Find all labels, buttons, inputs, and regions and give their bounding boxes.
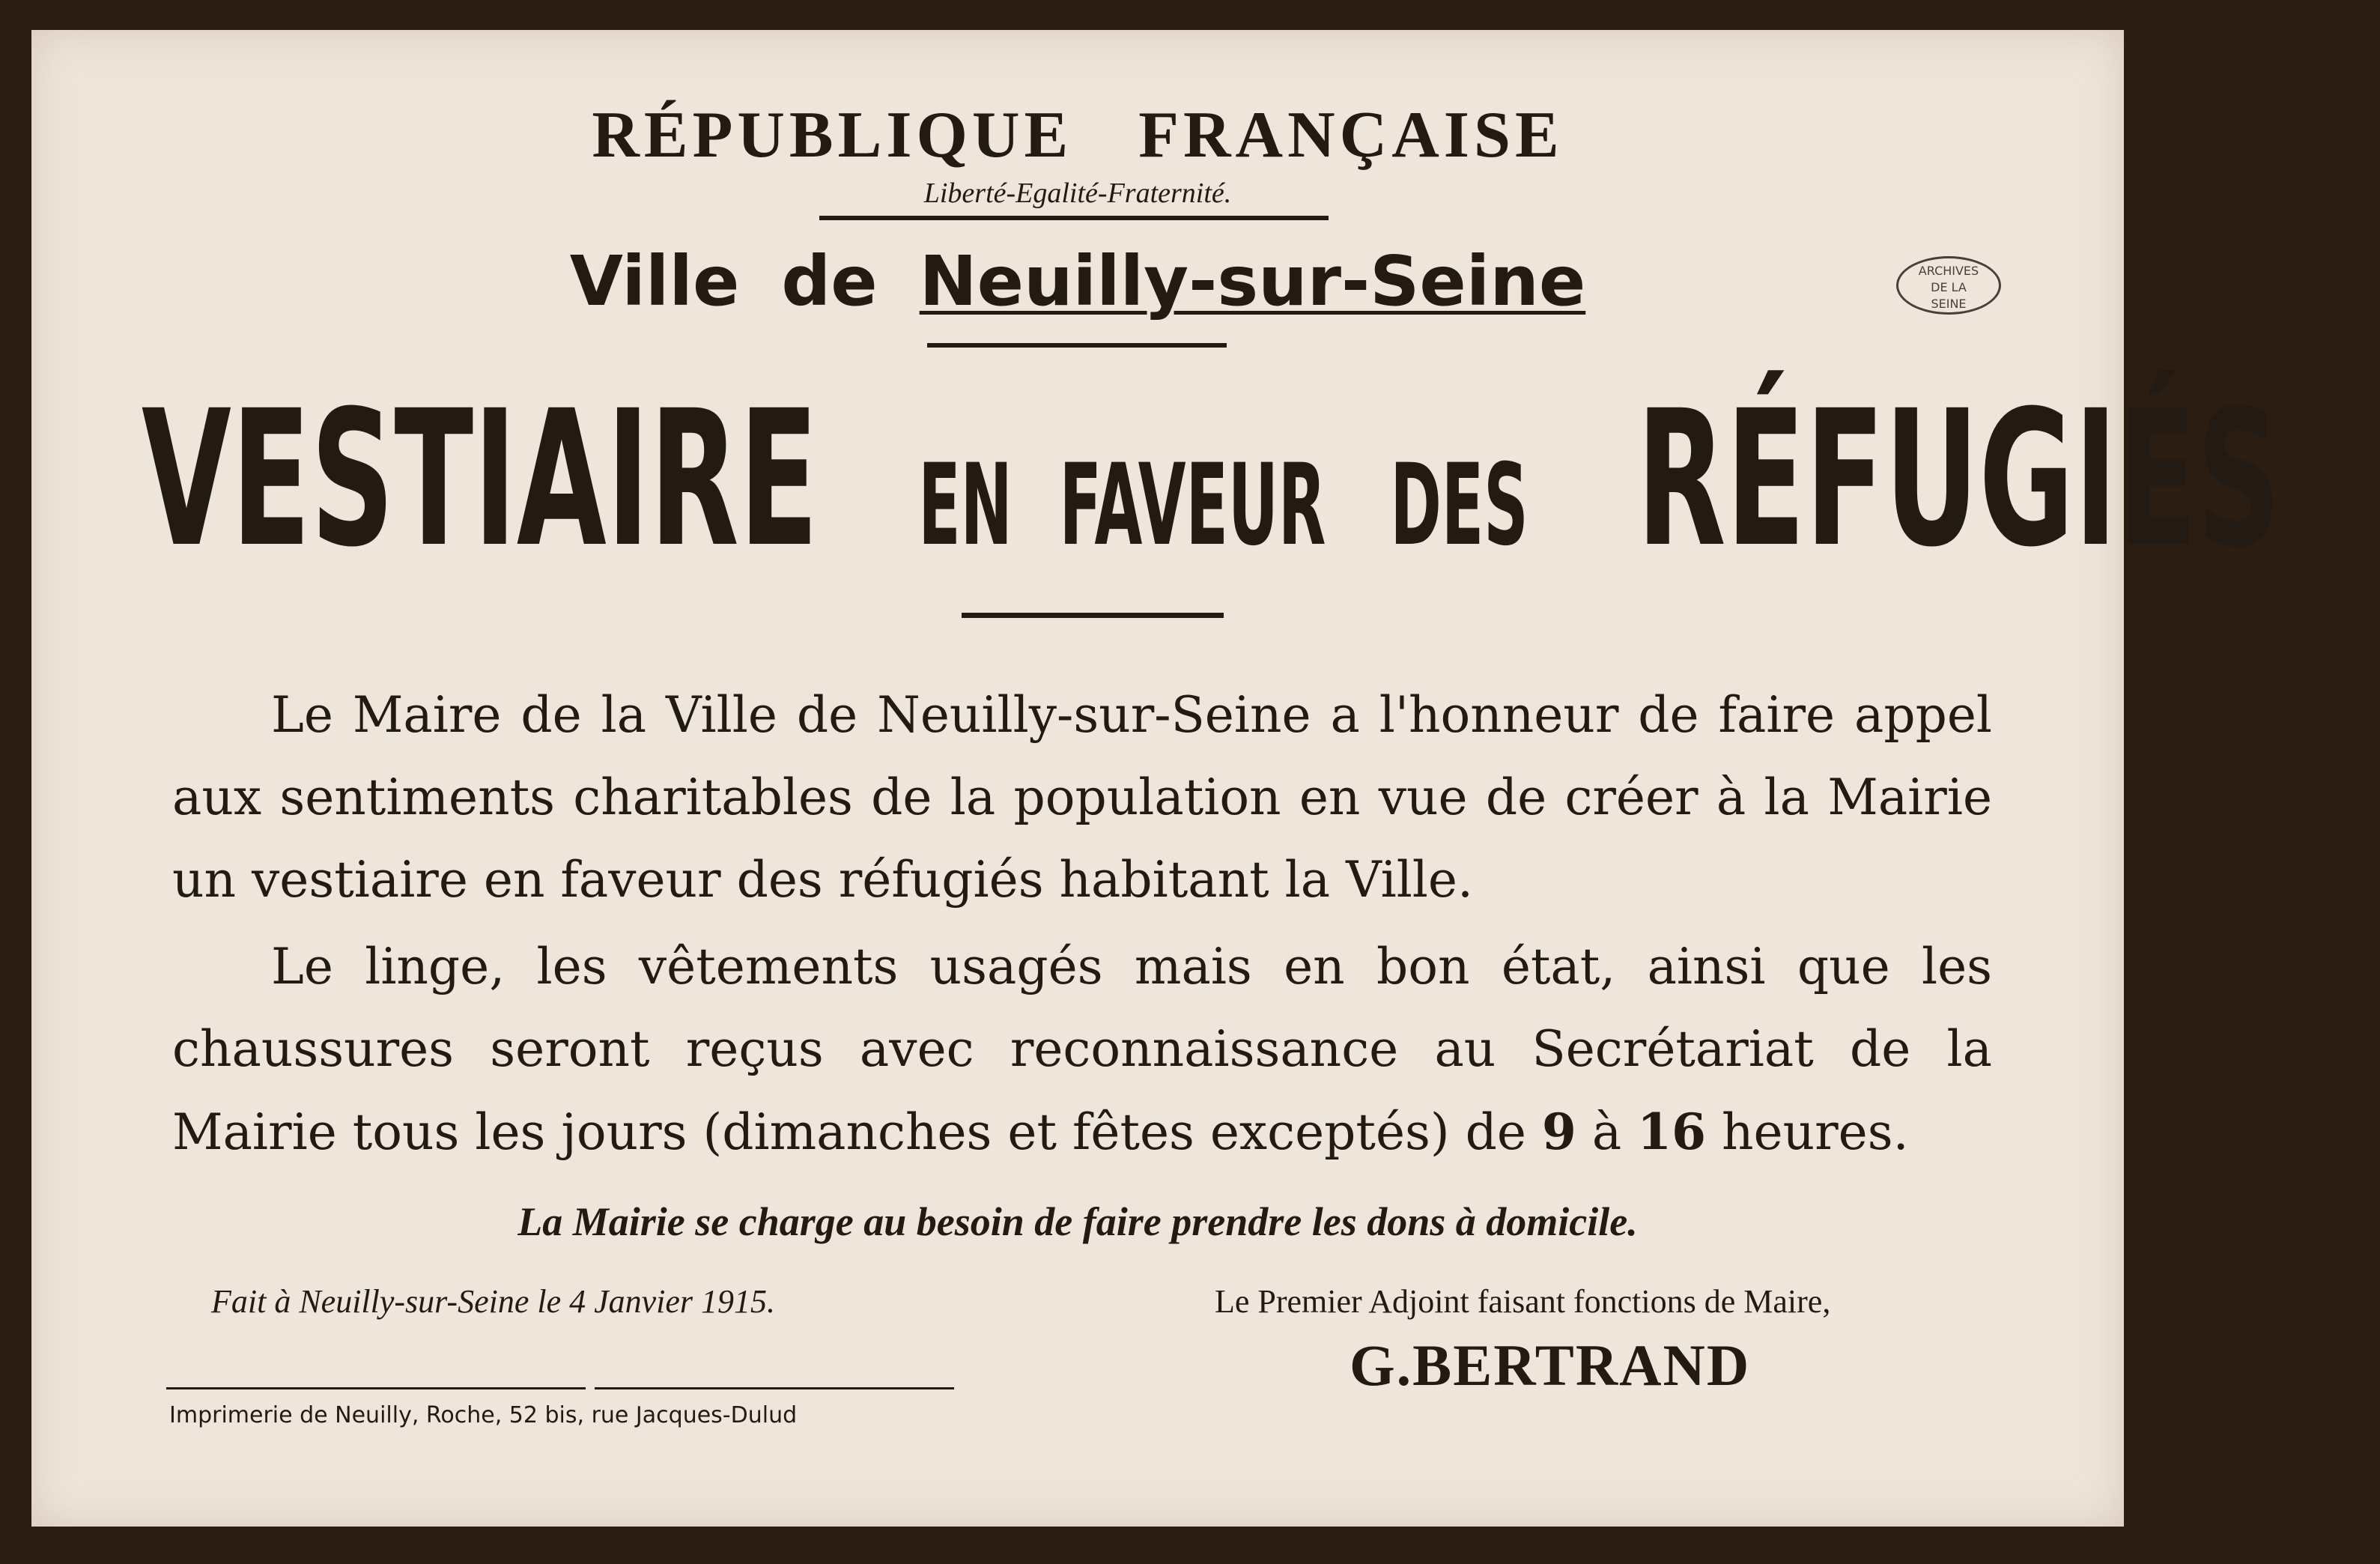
hours-text-mid: à: [1591, 1103, 1622, 1161]
divider-top: [819, 216, 1329, 220]
paragraph-collection: [172, 926, 1992, 1174]
devise: Liberté-Egalité-Fraternité.: [923, 178, 1232, 209]
headline-faveur: FAVEUR: [1059, 440, 1326, 571]
printer-credit: Imprimerie de Neuilly, Roche, 52 bis, rue Jacques-Dulud: [169, 1402, 798, 1428]
paragraph-line: aux sentiments charitables de la population en vue de créer à la Mairie: [172, 769, 1992, 826]
ville-name: Neuilly-sur-Seine: [919, 241, 1586, 321]
headline: [31, 360, 2280, 625]
divider-footer-right: [595, 1387, 954, 1389]
stamp-line-1: ARCHIVES: [1918, 264, 1979, 278]
republique-heading: RÉPUBLIQUE FRANÇAISE: [592, 99, 1564, 172]
headline-des: DES: [1390, 440, 1529, 571]
hours-text-start: Mairie tous les jours (dimanches et fêtes exceptés) de: [172, 1103, 1526, 1161]
signatory-name: G.BERTRAND: [1350, 1333, 1751, 1398]
paragraph-appeal: [172, 674, 1992, 921]
stamp-line-3: SEINE: [1931, 297, 1967, 311]
hours-text-end: heures.: [1722, 1103, 1909, 1161]
archives-stamp: [1896, 256, 2001, 315]
paragraph-line: Le linge, les vêtements usagés mais en bon état, ainsi que les: [271, 938, 1992, 995]
hour-start: 9: [1541, 1103, 1576, 1161]
paragraph-line: chaussures seront reçus avec reconnaissance au Secrétariat de la: [172, 1020, 1992, 1078]
pickup-note: La Mairie se charge au besoin de faire prendre les dons à domicile.: [517, 1199, 1638, 1244]
paragraph-line: un vestiaire en faveur des réfugiés habitant la Ville.: [172, 851, 1473, 909]
paragraph-line-hours: [172, 1091, 1992, 1174]
headline-refugies: RÉFUGIÉS: [1636, 370, 2280, 588]
poster: [31, 30, 2280, 1527]
ville-prefix: Ville de: [569, 241, 878, 321]
date-place: Fait à Neuilly-sur-Seine le 4 Janvier 1915.: [211, 1283, 776, 1320]
divider-footer-left: [166, 1387, 586, 1389]
signatory-title: Le Premier Adjoint faisant fonctions de Maire,: [1215, 1283, 1831, 1320]
divider-headline: [962, 613, 1224, 618]
divider-ville: [927, 343, 1227, 348]
hour-end: 16: [1637, 1103, 1707, 1161]
headline-en: EN: [918, 440, 1013, 571]
headline-vestiaire: VESTIAIRE: [141, 370, 819, 588]
stamp-line-2: DE LA: [1931, 280, 1967, 294]
paragraph-line: Le Maire de la Ville de Neuilly-sur-Seine a l'honneur de faire appel: [271, 686, 1992, 744]
ville-heading: [31, 241, 2124, 321]
